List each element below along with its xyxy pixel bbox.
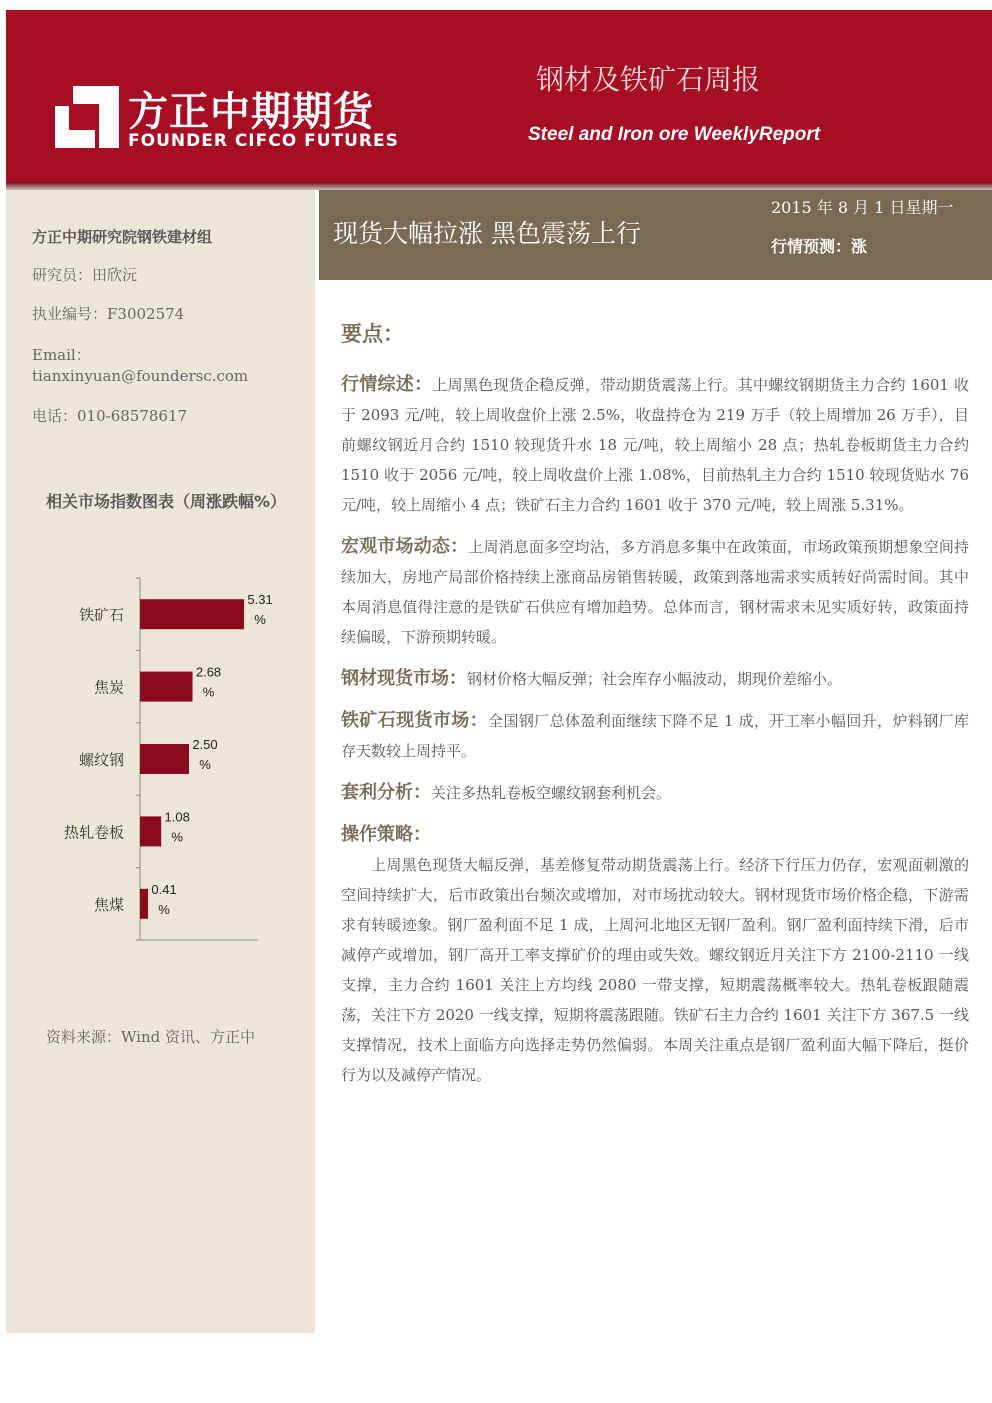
license-number: 执业编号：F3002574: [32, 305, 185, 323]
section-text: 全国钢厂总体盈利面继续下降不足 1 成，开工率小幅回升，炉料钢厂库存天数较上周持平。: [341, 712, 969, 760]
data-label-unit: %: [254, 612, 266, 628]
data-label-value: 5.31: [247, 592, 273, 608]
strategy-text: 上周黑色现货大幅反弹，基差修复带动期货震荡上行。经济下行压力仍存，宏观面刺激的空间持续扩大，后市政策出台频次或增加，对市场扰动较大。钢材现货市场价格企稳，下游需求有转暖迹象。钢厂盈利面不足 1 成，上周河北地区无钢厂盈利。钢厂盈利面持续下滑，后市减停产或增加，钢厂高开工率支撑矿价的理由或失效。螺纹钢近月关注下方 2100-2110 一线支撑，主力合约 1601 关注上方均线 2080 一带支撑，短期震荡概率较大。热轧卷板跟随震荡，关注下方 2020 一线支撑，短期将震荡跟随。铁矿石主力合约 1601 关注下方 367.5 一线支撑情况，技术上面临方向选择走势仍然偏弱。本周关注重点是钢厂盈利面大幅下降后，挺价行为以及减停产情况。: [341, 856, 969, 1084]
report-title: 钢材及铁矿石周报: [536, 63, 761, 96]
bar: [140, 599, 244, 629]
strategy-heading: 操作策略：: [341, 824, 431, 845]
category-label: 铁矿石: [78, 606, 124, 625]
report-date: 2015 年 8 月 1 日星期一: [771, 198, 954, 217]
section-lead: 铁矿石现货市场：: [341, 710, 489, 731]
bar: [140, 816, 161, 846]
header-divider: [6, 182, 992, 190]
category-label: 焦炭: [93, 678, 124, 697]
section-text: 钢材价格大幅反弹；社会库存小幅波动，期现价差缩小。: [467, 670, 843, 688]
section-steel-spot: [341, 664, 969, 694]
bar: [140, 889, 148, 919]
founder-logo-icon: [55, 86, 119, 148]
logo-chinese: 方正中期期货: [128, 89, 374, 135]
email-address[interactable]: tianxinyuan@foundersc.com: [32, 367, 249, 385]
key-points-heading: 要点：: [341, 322, 404, 346]
report-header: [6, 10, 992, 182]
headline-banner: [319, 190, 992, 280]
researcher-name: 研究员：田欣沅: [32, 266, 138, 284]
data-source: 资料来源：Wind 资讯、方正中: [46, 1028, 255, 1046]
data-label-unit: %: [199, 757, 211, 772]
email-label: Email：: [32, 346, 91, 364]
section-lead: 宏观市场动态：: [341, 536, 469, 557]
category-label: 焦煤: [93, 895, 124, 914]
main-content: [341, 318, 969, 1090]
data-label-value: 2.50: [192, 737, 218, 752]
section-macro: [341, 532, 969, 652]
weekly-change-bar-chart: [6, 570, 315, 950]
data-label-unit: %: [171, 829, 183, 845]
report-subtitle: Steel and Iron ore WeeklyReport: [528, 124, 821, 145]
section-lead: 钢材现货市场：: [341, 668, 467, 689]
section-text: 上周消息面多空均沾，多方消息多集中在政策面，市场政策预期想象空间持续加大，房地产局部价格持续上涨商品房销售转暖，政策到落地需求实质转好尚需时间。其中本周消息值得注意的是铁矿石供应有增加趋势。总体而言，钢材需求未见实质好转，政策面持续偏暖，下游预期转暖。: [341, 538, 969, 646]
bar: [140, 744, 189, 774]
data-label-value: 1.08: [164, 809, 190, 825]
category-label: 热轧卷板: [63, 823, 124, 842]
market-forecast: 行情预测：涨: [771, 237, 868, 256]
chart-title: 相关市场指数图表（周涨跌幅%）: [46, 492, 287, 511]
headline: 现货大幅拉涨 黑色震荡上行: [333, 219, 641, 248]
section-text: 上周黑色现货企稳反弹，带动期货震荡上行。其中螺纹钢期货主力合约 1601 收于 2093 元/吨，较上周收盘价上涨 2.5%，收盘持仓为 219 万手（较上周增加 26 万手），目前螺纹钢近月合约 1510 较现货升水 18 元/吨，较上周缩小 28 点；热轧卷板期货主力合约 1510 收于 2056 元/吨，较上周收盘价上涨 1.08%，目前热轧主力合约 1510 较现货贴水 76 元/吨，较上周缩小 4 点；铁矿石主力合约 1601 收于 370 元/吨，较上周涨 5.31%。: [341, 376, 970, 514]
category-label: 螺纹钢: [78, 751, 124, 769]
phone-number: 电话：010-68578617: [32, 407, 188, 425]
section-arbitrage: [341, 778, 969, 808]
section-iron-ore-spot: [341, 706, 969, 766]
section-market-summary: [341, 370, 969, 520]
logo-english: FOUNDER CIFCO FUTURES: [128, 131, 399, 151]
bar: [140, 672, 193, 702]
section-text: 关注多热轧卷板空螺纹钢套利机会。: [431, 784, 672, 802]
data-label-value: 0.41: [151, 881, 177, 897]
sidebar: [6, 190, 315, 1333]
data-label-value: 2.68: [195, 664, 222, 680]
research-group: 方正中期研究院钢铁建材组: [32, 228, 213, 246]
section-lead: 行情综述：: [341, 374, 433, 395]
section-lead: 套利分析：: [341, 782, 431, 803]
data-label-unit: %: [202, 684, 215, 700]
data-label-unit: %: [158, 901, 170, 917]
